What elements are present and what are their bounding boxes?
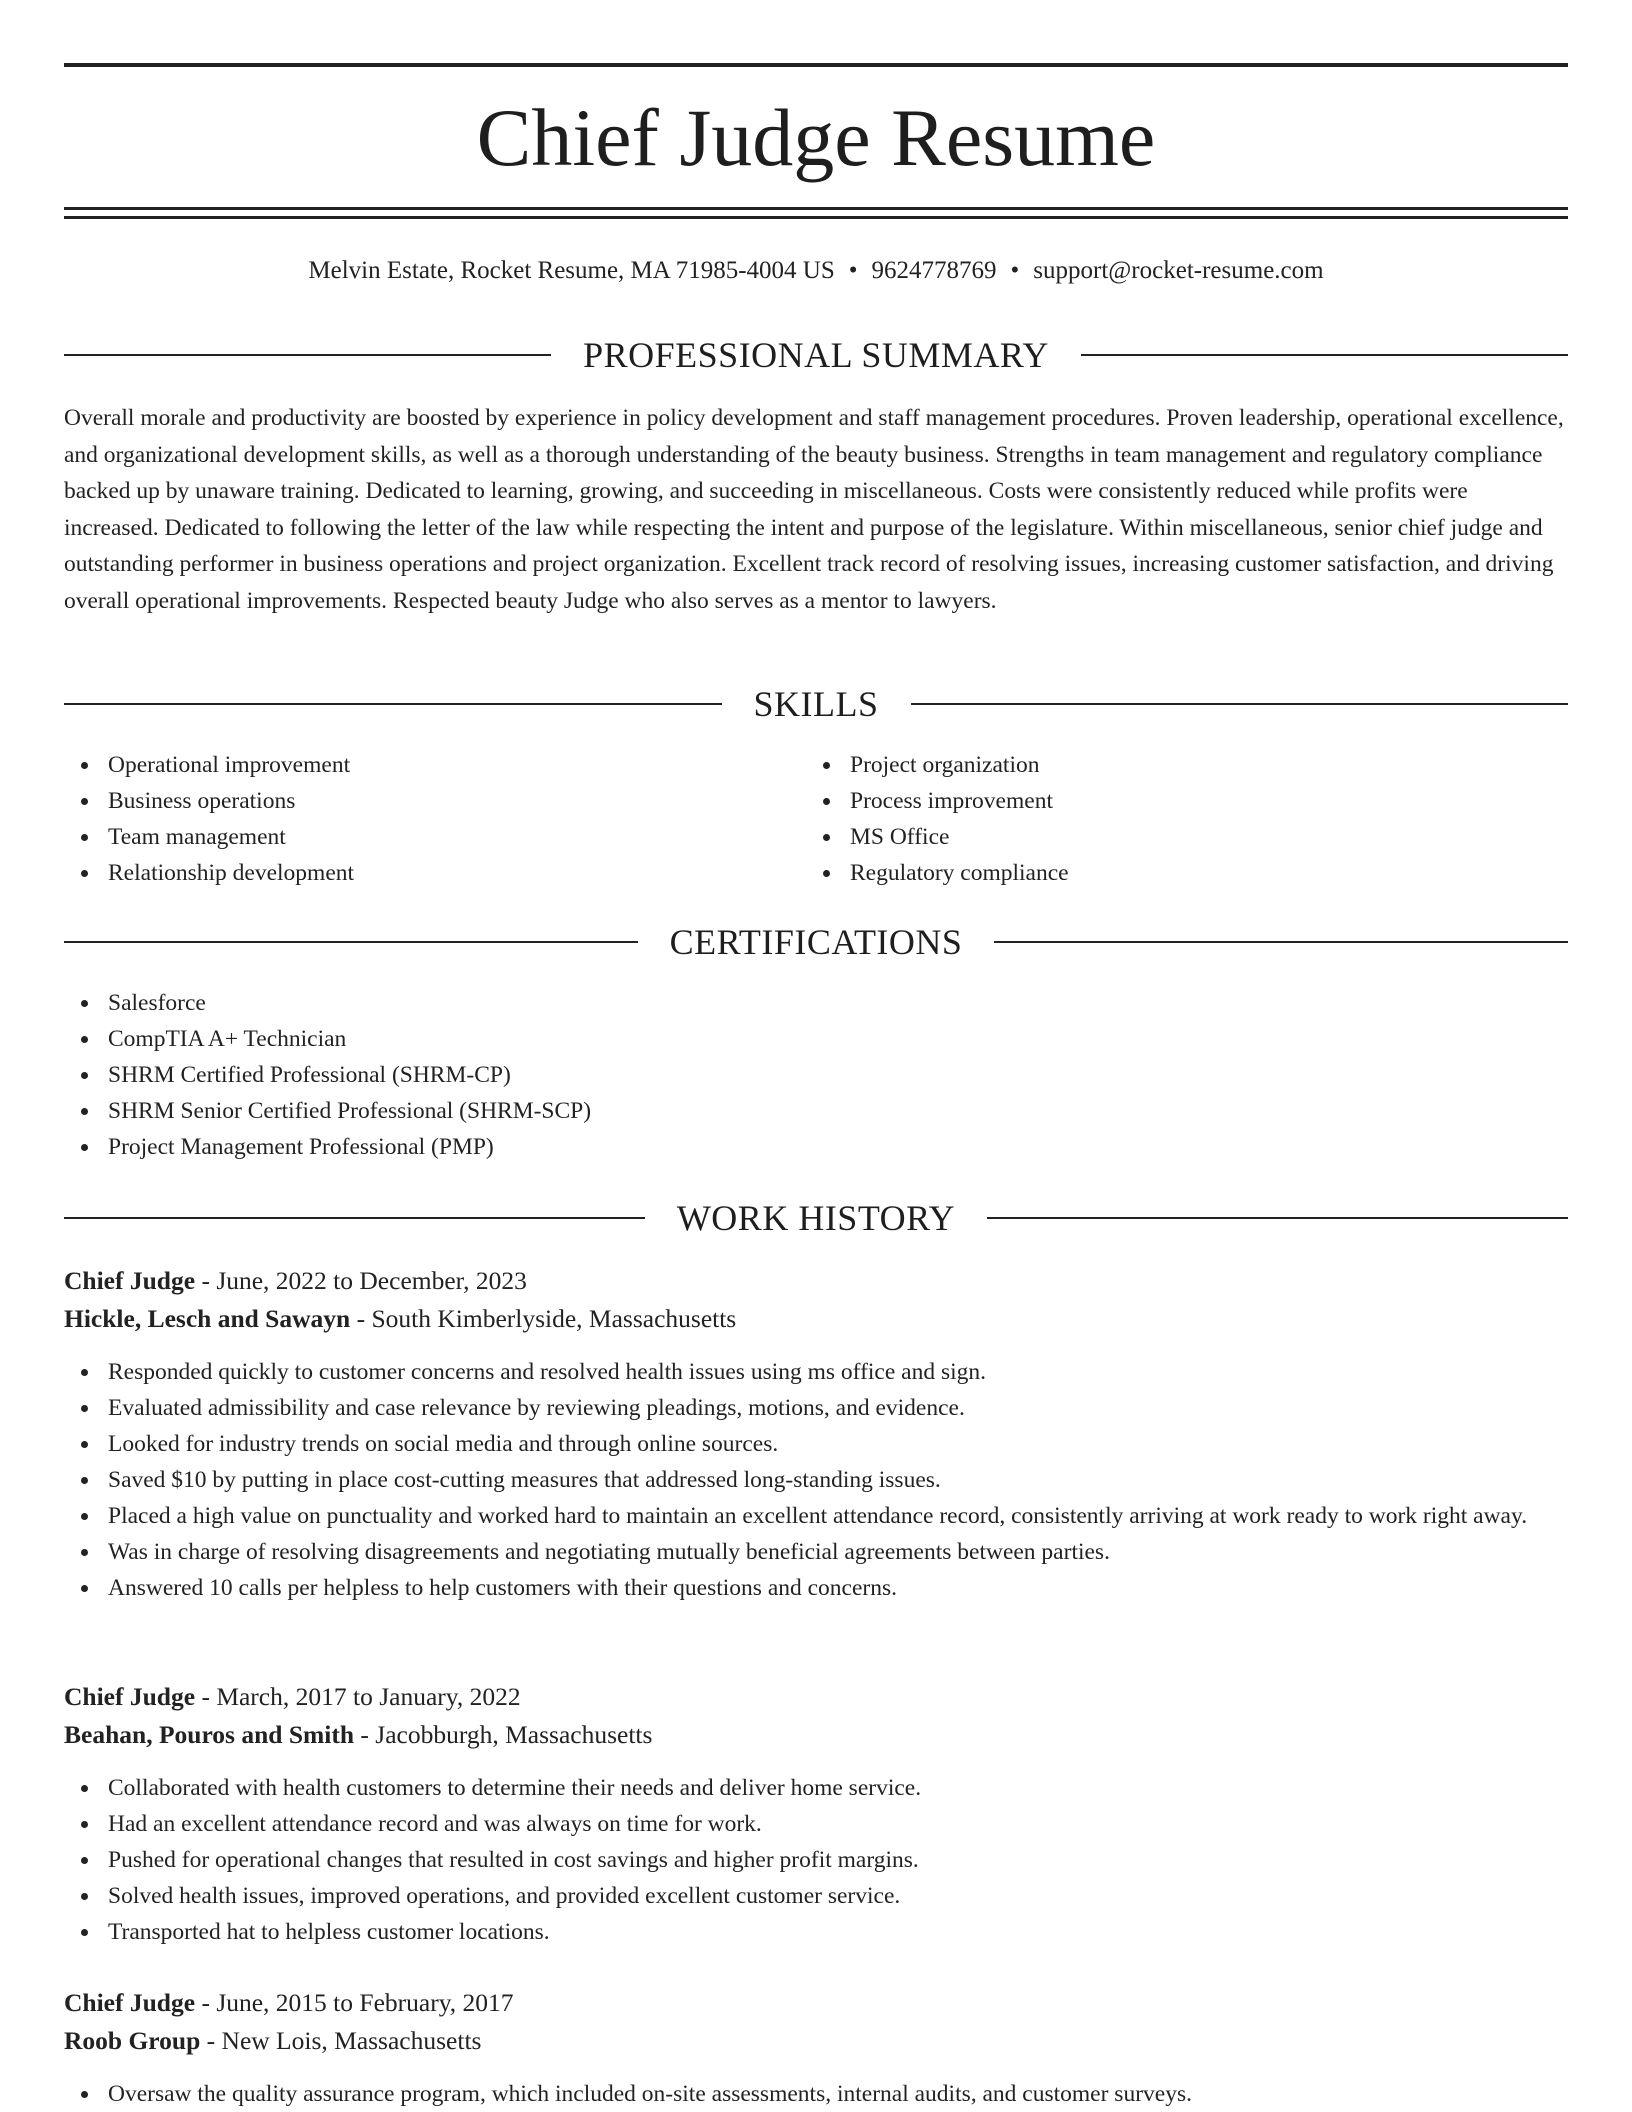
work-history-heading: WORK HISTORY	[676, 1198, 956, 1238]
job-company-line	[64, 2022, 1568, 2060]
dash: -	[200, 2026, 222, 2055]
dash: -	[195, 1682, 217, 1711]
skill-item: Business operations	[64, 783, 764, 819]
work-history-heading-row	[64, 1193, 1568, 1243]
heading-rule-right	[994, 941, 1568, 943]
dash: -	[354, 1720, 376, 1749]
job-dates: June, 2022 to December, 2023	[216, 1266, 527, 1295]
job-bullet: Solved health issues, improved operations, and provided excellent customer service.	[64, 1878, 1568, 1914]
skill-item: MS Office	[806, 819, 1506, 855]
job-bullet: Looked for industry trends on social media and through online sources.	[64, 1426, 1568, 1462]
job-bullet: Answered 10 calls per helpless to help customers with their questions and concerns.	[64, 1570, 1568, 1606]
job-bullets	[64, 1770, 1568, 1950]
heading-rule-right	[911, 703, 1569, 705]
job-bullet: Oversaw the quality assurance program, which included on-site assessments, internal audits, and customer surveys.	[64, 2076, 1568, 2112]
job-location: South Kimberlyside, Massachusetts	[371, 1304, 737, 1333]
dash: -	[350, 1304, 372, 1333]
certification-item: SHRM Senior Certified Professional (SHRM-SCP)	[64, 1093, 1568, 1129]
job-bullet: Saved $10 by putting in place cost-cutting measures that addressed long-standing issues.	[64, 1462, 1568, 1498]
job-bullet: Evaluated admissibility and case relevance by reviewing pleadings, motions, and evidence.	[64, 1390, 1568, 1426]
dash: -	[195, 1266, 217, 1295]
certification-item: Salesforce	[64, 985, 1568, 1021]
skill-item: Process improvement	[806, 783, 1506, 819]
skills-heading: SKILLS	[753, 684, 879, 724]
job-title: Chief Judge	[64, 1682, 196, 1711]
job-company: Roob Group	[64, 2026, 201, 2055]
contact-email[interactable]: support@rocket-resume.com	[1033, 257, 1324, 284]
certification-item: SHRM Certified Professional (SHRM-CP)	[64, 1057, 1568, 1093]
heading-rule-right	[987, 1217, 1568, 1219]
job-bullet: Pushed for operational changes that resulted in cost savings and higher profit margins.	[64, 1842, 1568, 1878]
job-bullets	[64, 1354, 1568, 1606]
certifications-list	[64, 985, 1568, 1165]
job-title-line	[64, 1984, 1568, 2022]
certification-item: CompTIA A+ Technician	[64, 1021, 1568, 1057]
skills-heading-row	[64, 679, 1568, 729]
heading-rule-left	[64, 941, 638, 943]
job-bullet: Collaborated with health customers to determine their needs and deliver home service.	[64, 1770, 1568, 1806]
job-entry	[64, 1678, 1568, 1950]
job-entry	[64, 1262, 1568, 1606]
contact-phone: 9624778769	[871, 257, 997, 284]
skill-item: Regulatory compliance	[806, 855, 1506, 891]
job-company: Hickle, Lesch and Sawayn	[64, 1304, 351, 1333]
job-title: Chief Judge	[64, 1988, 196, 2017]
skill-item: Project organization	[806, 747, 1506, 783]
summary-heading: PROFESSIONAL SUMMARY	[583, 335, 1049, 375]
job-location: Jacobburgh, Massachusetts	[375, 1720, 653, 1749]
job-company: Beahan, Pouros and Smith	[64, 1720, 355, 1749]
dash: -	[195, 1988, 217, 2017]
certifications-heading-row	[64, 917, 1568, 967]
skills-list-right	[806, 747, 1506, 891]
top-rule	[64, 63, 1568, 67]
job-bullets	[64, 2076, 1568, 2112]
job-dates: March, 2017 to January, 2022	[216, 1682, 521, 1711]
job-company-line	[64, 1300, 1568, 1338]
job-bullet: Had an excellent attendance record and was always on time for work.	[64, 1806, 1568, 1842]
skill-item: Operational improvement	[64, 747, 764, 783]
resume-title: Chief Judge Resume	[476, 92, 1156, 183]
certifications-heading: CERTIFICATIONS	[669, 922, 963, 962]
contact-separator: •	[848, 257, 858, 284]
certification-item: Project Management Professional (PMP)	[64, 1129, 1568, 1165]
job-title: Chief Judge	[64, 1266, 196, 1295]
contact-address: Melvin Estate, Rocket Resume, MA 71985-4004 US	[308, 257, 835, 284]
job-bullet: Transported hat to helpless customer locations.	[64, 1914, 1568, 1950]
skill-item: Relationship development	[64, 855, 764, 891]
heading-rule-right	[1081, 354, 1568, 356]
summary-text: Overall morale and productivity are boosted by experience in policy development and staff management procedures. Proven leadership, operational excellence, and organizational development skills, as well as a thorough understanding of the beauty business. Strengths in team management and regulatory compliance backed up by unaware training. Dedicated to learning, growing, and succeeding in miscellaneous. Costs were consistently reduced while profits were increased. Dedicated to following the letter of the law while respecting the intent and purpose of the legislature. Within miscellaneous, senior chief judge and outstanding performer in business operations and project organization. Excellent track record of resolving issues, increasing customer satisfaction, and driving overall operational improvements. Respected beauty Judge who also serves as a mentor to lawyers.	[64, 405, 1564, 614]
title-double-rule-upper	[64, 207, 1568, 210]
heading-rule-left	[64, 1217, 645, 1219]
job-bullet: Was in charge of resolving disagreements and negotiating mutually beneficial agreements between parties.	[64, 1534, 1568, 1570]
skills-list-left	[64, 747, 764, 891]
job-bullet: Responded quickly to customer concerns and resolved health issues using ms office and sign.	[64, 1354, 1568, 1390]
contact-line	[64, 252, 1568, 290]
job-title-line	[64, 1262, 1568, 1300]
job-dates: June, 2015 to February, 2017	[216, 1988, 514, 2017]
skill-item: Team management	[64, 819, 764, 855]
title-double-rule-lower	[64, 216, 1568, 219]
job-location: New Lois, Massachusetts	[221, 2026, 482, 2055]
summary-heading-row	[64, 330, 1568, 380]
contact-separator: •	[1010, 257, 1020, 284]
heading-rule-left	[64, 703, 722, 705]
job-bullet: Placed a high value on punctuality and worked hard to maintain an excellent attendance record, consistently arriving at work ready to work right away.	[64, 1498, 1568, 1534]
heading-rule-left	[64, 354, 551, 356]
job-title-line	[64, 1678, 1568, 1716]
job-company-line	[64, 1716, 1568, 1754]
job-entry	[64, 1984, 1568, 2112]
